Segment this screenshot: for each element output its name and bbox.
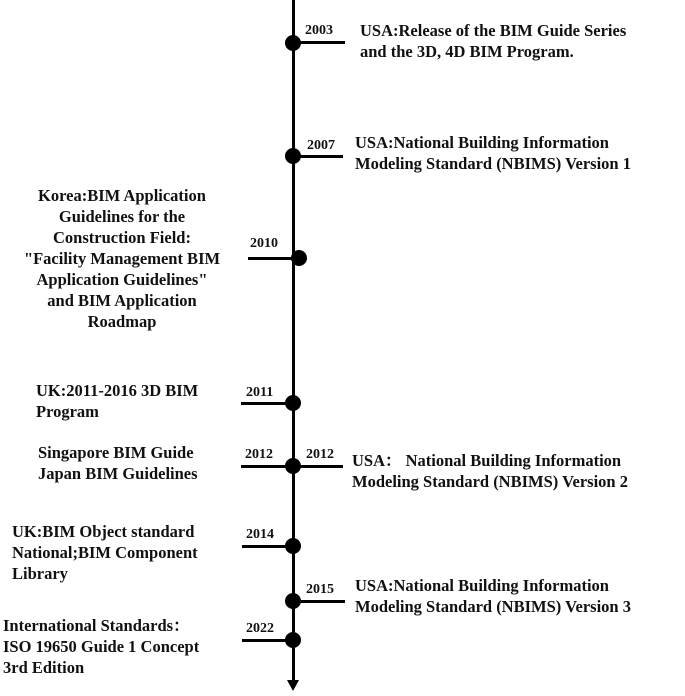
- event-year: 2010: [250, 236, 278, 251]
- event-description-line: 3rd Edition: [3, 658, 85, 677]
- event-description: [36, 380, 198, 422]
- event-description-line: Roadmap: [87, 312, 157, 331]
- timeline-tick: [241, 402, 293, 405]
- event-description-line: ISO 19650 Guide 1 Concept: [3, 637, 200, 656]
- event-description-line: Modeling Standard (NBIMS) Version 1: [355, 154, 631, 173]
- timeline-tick: [242, 545, 293, 548]
- event-description-line: USA： National Building Information: [352, 451, 622, 470]
- event-description-line: USA:National Building Information: [355, 576, 609, 595]
- event-description: [4, 185, 240, 332]
- event-year: 2014: [246, 527, 274, 542]
- event-description-line: USA:National Building Information: [355, 133, 609, 152]
- timeline-tick: [242, 639, 293, 642]
- event-description-line: National;BIM Component: [12, 543, 198, 562]
- event-year: 2022: [246, 621, 274, 636]
- event-description-line: UK:2011-2016 3D BIM: [36, 381, 199, 400]
- event-description-line: Modeling Standard (NBIMS) Version 2: [352, 472, 628, 491]
- event-description-line: and the 3D, 4D BIM Program.: [360, 42, 574, 61]
- timeline-arrow-icon: [287, 680, 299, 691]
- timeline-tick: [293, 465, 343, 468]
- event-description-line: Construction Field:: [53, 228, 191, 247]
- event-description: [360, 20, 626, 62]
- event-description-line: Korea:BIM Application: [38, 186, 206, 205]
- event-year: 2003: [305, 23, 333, 38]
- event-description-line: Application Guidelines": [36, 270, 208, 289]
- event-description: [3, 615, 199, 678]
- timeline-tick: [248, 257, 294, 260]
- event-year: 2007: [307, 138, 335, 153]
- event-description: [38, 442, 198, 484]
- timeline-axis: [292, 0, 295, 686]
- event-description-line: Guidelines for the: [58, 207, 186, 226]
- event-description: [352, 450, 628, 492]
- timeline-tick: [293, 600, 345, 603]
- event-description-line: Library: [12, 564, 68, 583]
- event-year: 2011: [246, 385, 274, 400]
- event-description-line: Program: [36, 402, 99, 421]
- event-description: [355, 575, 631, 617]
- event-year: 2015: [306, 582, 334, 597]
- timeline-tick: [293, 155, 343, 158]
- event-description-line: International Standards：: [3, 616, 190, 635]
- event-description-line: UK:BIM Object standard: [12, 522, 195, 541]
- event-year: 2012: [306, 447, 334, 462]
- event-description-line: Singapore BIM Guide: [38, 443, 194, 462]
- event-description-line: Japan BIM Guidelines: [38, 464, 198, 483]
- event-year: 2012: [245, 447, 273, 462]
- event-description-line: Modeling Standard (NBIMS) Version 3: [355, 597, 631, 616]
- event-description: [12, 521, 198, 584]
- event-description-line: and BIM Application: [47, 291, 197, 310]
- timeline-tick: [293, 41, 345, 44]
- event-description: [355, 132, 631, 174]
- event-description-line: "Facility Management BIM: [23, 249, 221, 268]
- event-description-line: USA:Release of the BIM Guide Series: [360, 21, 627, 40]
